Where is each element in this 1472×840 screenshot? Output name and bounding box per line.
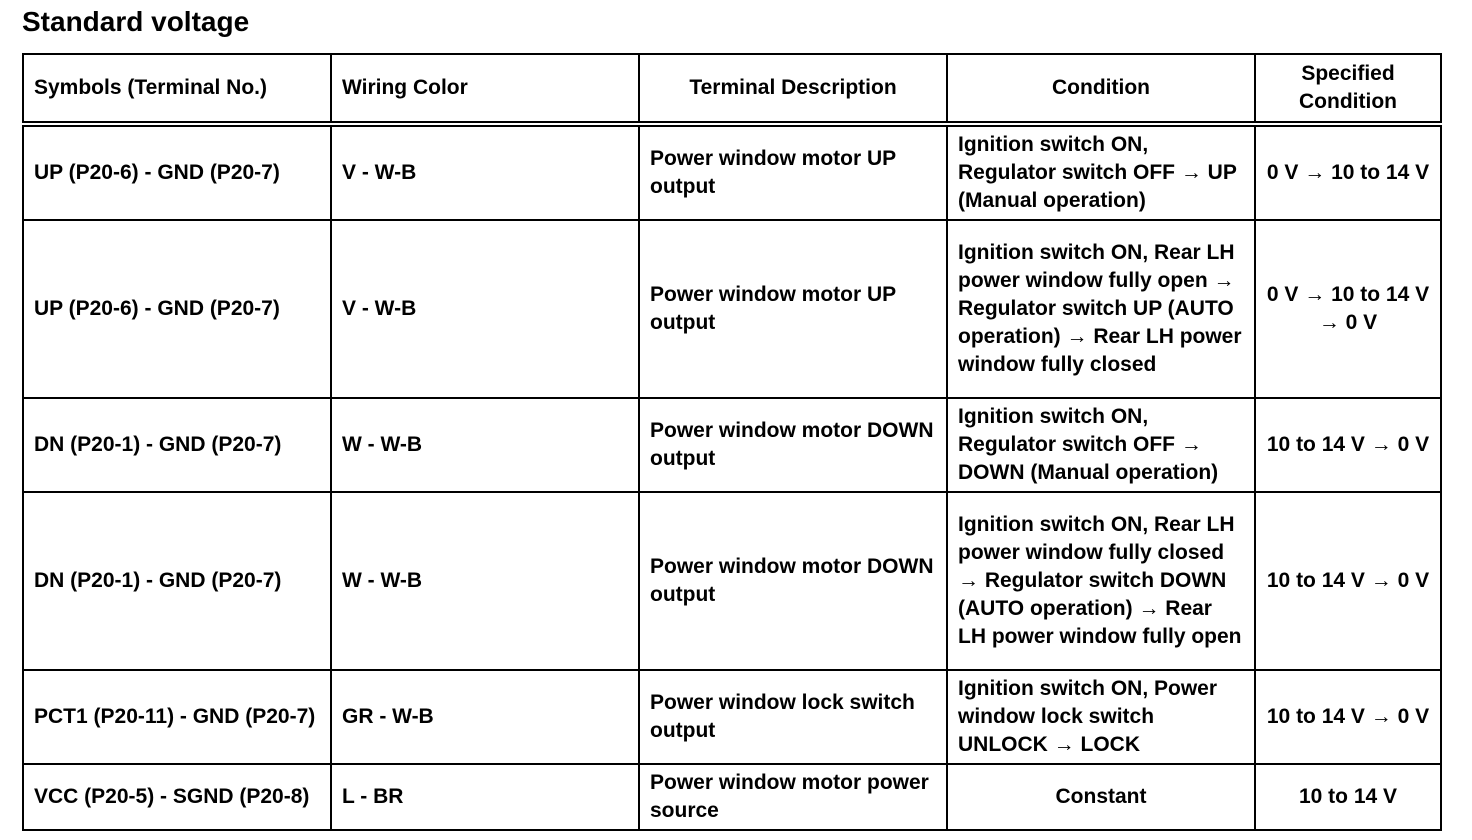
cell-terminal-description: Power window motor UP output [639,124,947,220]
cell-specified-condition: 10 to 14 V → 0 V [1255,492,1441,670]
cell-wiring-color: V - W-B [331,220,639,398]
table-header-row [23,54,1441,124]
cell-specified-condition: 10 to 14 V → 0 V [1255,670,1441,764]
cell-terminal-description: Power window motor DOWN output [639,398,947,492]
cell-symbols: DN (P20-1) - GND (P20-7) [23,398,331,492]
cell-condition: Ignition switch ON, Rear LH power window fully closed → Regulator switch DOWN (AUTO operation) → Rear LH power window fully open [947,492,1255,670]
cell-symbols: PCT1 (P20-11) - GND (P20-7) [23,670,331,764]
cell-symbols: VCC (P20-5) - SGND (P20-8) [23,764,331,830]
cell-wiring-color: V - W-B [331,124,639,220]
cell-symbols: UP (P20-6) - GND (P20-7) [23,124,331,220]
table-row [23,764,1441,830]
cell-condition: Ignition switch ON, Rear LH power window fully open → Regulator switch UP (AUTO operation) → Rear LH power window fully closed [947,220,1255,398]
cell-condition: Constant [947,764,1255,830]
cell-specified-condition: 0 V → 10 to 14 V [1255,124,1441,220]
cell-wiring-color: W - W-B [331,398,639,492]
header-terminal-description: Terminal Description [639,54,947,124]
table-row [23,398,1441,492]
cell-terminal-description: Power window motor UP output [639,220,947,398]
cell-symbols: DN (P20-1) - GND (P20-7) [23,492,331,670]
table-row [23,492,1441,670]
header-wiring-color: Wiring Color [331,54,639,124]
cell-terminal-description: Power window motor DOWN output [639,492,947,670]
table-row [23,220,1441,398]
cell-terminal-description: Power window motor power source [639,764,947,830]
cell-condition: Ignition switch ON, Regulator switch OFF → DOWN (Manual operation) [947,398,1255,492]
table-row [23,670,1441,764]
cell-specified-condition: 10 to 14 V [1255,764,1441,830]
page-title: Standard voltage [22,6,250,37]
table-row [23,124,1441,220]
standard-voltage-table [22,53,1442,831]
header-symbols: Symbols (Terminal No.) [23,54,331,124]
cell-specified-condition: 10 to 14 V → 0 V [1255,398,1441,492]
cell-wiring-color: L - BR [331,764,639,830]
cell-wiring-color: GR - W-B [331,670,639,764]
cell-terminal-description: Power window lock switch output [639,670,947,764]
header-specified-condition: Specified Condition [1255,54,1441,124]
cell-condition: Ignition switch ON, Regulator switch OFF → UP (Manual operation) [947,124,1255,220]
cell-specified-condition: 0 V → 10 to 14 V → 0 V [1255,220,1441,398]
cell-symbols: UP (P20-6) - GND (P20-7) [23,220,331,398]
header-condition: Condition [947,54,1255,124]
cell-condition: Ignition switch ON, Power window lock switch UNLOCK → LOCK [947,670,1255,764]
cell-wiring-color: W - W-B [331,492,639,670]
